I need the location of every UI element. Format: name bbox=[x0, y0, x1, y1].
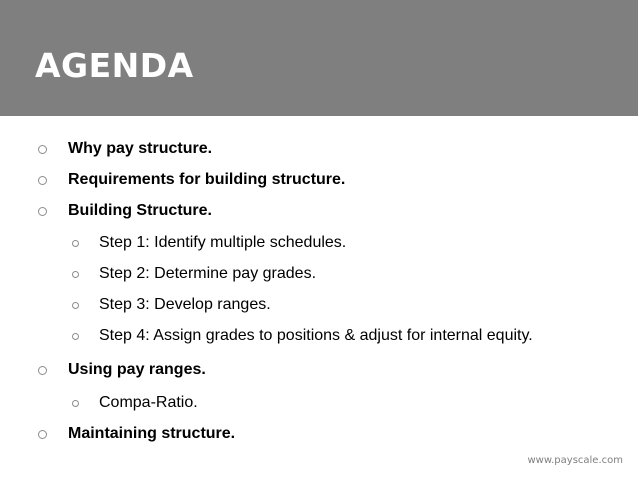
agenda-item-label: Building Structure. bbox=[68, 202, 212, 219]
hollow-circle-bullet-icon bbox=[36, 138, 50, 160]
hollow-circle-bullet-icon bbox=[69, 263, 83, 285]
hollow-circle-bullet-icon bbox=[69, 392, 83, 414]
hollow-circle-bullet-icon bbox=[69, 232, 83, 254]
hollow-circle-bullet-icon bbox=[36, 200, 50, 222]
hollow-circle-bullet-icon bbox=[36, 423, 50, 445]
hollow-circle-bullet-icon bbox=[36, 359, 50, 381]
agenda-item-label: Why pay structure. bbox=[68, 140, 213, 157]
agenda-item-label: Compa-Ratio. bbox=[99, 394, 198, 411]
agenda-item-label: Requirements for building structure. bbox=[68, 171, 346, 188]
agenda-item-label: Using pay ranges. bbox=[68, 361, 206, 378]
footer-url: www.payscale.com bbox=[527, 455, 623, 466]
hollow-circle-bullet-icon bbox=[69, 294, 83, 316]
agenda-item-label: Step 3: Develop ranges. bbox=[99, 296, 271, 313]
hollow-circle-bullet-icon bbox=[36, 169, 50, 191]
agenda-item-label: Step 4: Assign grades to positions & adjust for internal equity. bbox=[99, 327, 533, 344]
slide-title: AGENDA bbox=[35, 46, 194, 85]
hollow-circle-bullet-icon bbox=[69, 325, 83, 347]
agenda-item-label: Step 2: Determine pay grades. bbox=[99, 265, 317, 282]
agenda-item-label: Maintaining structure. bbox=[68, 425, 236, 442]
agenda-item-label: Step 1: Identify multiple schedules. bbox=[99, 234, 347, 251]
